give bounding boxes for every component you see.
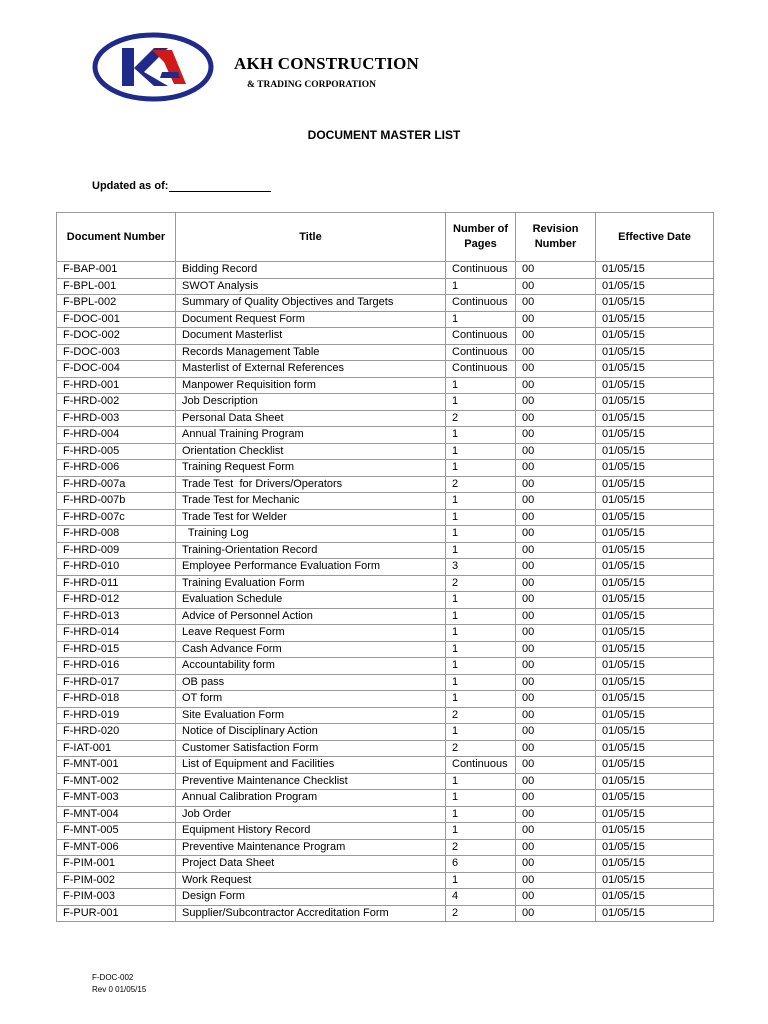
table-cell: 00 <box>516 889 596 906</box>
footer-code: F-DOC-002 <box>92 973 134 982</box>
table-cell: 01/05/15 <box>596 295 714 312</box>
column-header: Title <box>176 213 446 262</box>
table-cell: Annual Training Program <box>176 427 446 444</box>
table-cell: 01/05/15 <box>596 278 714 295</box>
table-row <box>57 608 714 625</box>
table-cell: 01/05/15 <box>596 823 714 840</box>
table-cell: Trade Test for Welder <box>176 509 446 526</box>
table-cell: F-MNT-006 <box>57 839 176 856</box>
table-cell: F-HRD-011 <box>57 575 176 592</box>
table-cell: 00 <box>516 575 596 592</box>
table-row <box>57 823 714 840</box>
table-cell: F-DOC-001 <box>57 311 176 328</box>
table-cell: F-HRD-009 <box>57 542 176 559</box>
footer-revision: Rev 0 01/05/15 <box>92 985 147 994</box>
table-cell: 1 <box>446 625 516 642</box>
table-row <box>57 278 714 295</box>
table-cell: Bidding Record <box>176 262 446 279</box>
table-cell: Manpower Requisition form <box>176 377 446 394</box>
table-cell: 01/05/15 <box>596 773 714 790</box>
table-cell: 00 <box>516 509 596 526</box>
table-row <box>57 460 714 477</box>
table-row <box>57 625 714 642</box>
table-row <box>57 509 714 526</box>
table-cell: 01/05/15 <box>596 608 714 625</box>
table-cell: Continuous <box>446 262 516 279</box>
table-cell: 1 <box>446 823 516 840</box>
table-cell: F-HRD-004 <box>57 427 176 444</box>
table-cell: F-HRD-007c <box>57 509 176 526</box>
table-cell: 1 <box>446 542 516 559</box>
table-cell: F-HRD-005 <box>57 443 176 460</box>
table-cell: 01/05/15 <box>596 493 714 510</box>
table-cell: 00 <box>516 427 596 444</box>
table-cell: 00 <box>516 707 596 724</box>
table-cell: 00 <box>516 278 596 295</box>
table-cell: F-HRD-008 <box>57 526 176 543</box>
table-cell: F-HRD-019 <box>57 707 176 724</box>
table-cell: Advice of Personnel Action <box>176 608 446 625</box>
table-cell: Masterlist of External References <box>176 361 446 378</box>
column-header: Number of Pages <box>446 213 516 262</box>
table-cell: 01/05/15 <box>596 872 714 889</box>
table-cell: 01/05/15 <box>596 394 714 411</box>
table-cell: 01/05/15 <box>596 740 714 757</box>
table-row <box>57 790 714 807</box>
table-cell: 01/05/15 <box>596 328 714 345</box>
table-row <box>57 344 714 361</box>
table-cell: 01/05/15 <box>596 790 714 807</box>
table-cell: 00 <box>516 493 596 510</box>
table-row <box>57 707 714 724</box>
table-cell: Job Order <box>176 806 446 823</box>
table-cell: F-HRD-013 <box>57 608 176 625</box>
table-row <box>57 641 714 658</box>
table-cell: 1 <box>446 278 516 295</box>
table-cell: 01/05/15 <box>596 509 714 526</box>
table-cell: 00 <box>516 658 596 675</box>
table-cell: Supplier/Subcontractor Accreditation Form <box>176 905 446 922</box>
table-cell: 01/05/15 <box>596 806 714 823</box>
table-row <box>57 377 714 394</box>
table-cell: 01/05/15 <box>596 592 714 609</box>
table-cell: SWOT Analysis <box>176 278 446 295</box>
table-cell: F-HRD-020 <box>57 724 176 741</box>
table-cell: F-HRD-003 <box>57 410 176 427</box>
table-row <box>57 592 714 609</box>
updated-blank-line <box>169 180 271 192</box>
table-cell: 00 <box>516 608 596 625</box>
company-subtitle: & TRADING CORPORATION <box>247 80 376 90</box>
table-cell: Training Evaluation Form <box>176 575 446 592</box>
table-cell: Training-Orientation Record <box>176 542 446 559</box>
table-cell: F-PIM-002 <box>57 872 176 889</box>
table-cell: F-HRD-001 <box>57 377 176 394</box>
table-cell: 01/05/15 <box>596 344 714 361</box>
table-cell: F-PIM-003 <box>57 889 176 906</box>
table-cell: 01/05/15 <box>596 889 714 906</box>
table-cell: F-HRD-018 <box>57 691 176 708</box>
table-cell: 00 <box>516 394 596 411</box>
table-cell: 00 <box>516 262 596 279</box>
table-cell: 1 <box>446 674 516 691</box>
table-cell: 1 <box>446 460 516 477</box>
table-row <box>57 724 714 741</box>
column-header: Effective Date <box>596 213 714 262</box>
table-cell: Notice of Disciplinary Action <box>176 724 446 741</box>
table-row <box>57 839 714 856</box>
table-cell: 01/05/15 <box>596 377 714 394</box>
table-cell: 1 <box>446 443 516 460</box>
table-cell: 01/05/15 <box>596 476 714 493</box>
table-header-row <box>57 213 714 262</box>
table-cell: 6 <box>446 856 516 873</box>
table-cell: 01/05/15 <box>596 625 714 642</box>
table-cell: F-HRD-002 <box>57 394 176 411</box>
table-cell: Employee Performance Evaluation Form <box>176 559 446 576</box>
table-cell: 1 <box>446 427 516 444</box>
table-cell: 1 <box>446 658 516 675</box>
table-cell: F-HRD-006 <box>57 460 176 477</box>
table-row <box>57 526 714 543</box>
table-cell: 1 <box>446 790 516 807</box>
table-cell: 01/05/15 <box>596 460 714 477</box>
table-cell: F-BPL-001 <box>57 278 176 295</box>
table-cell: 1 <box>446 608 516 625</box>
table-cell: F-HRD-017 <box>57 674 176 691</box>
table-cell: 01/05/15 <box>596 724 714 741</box>
table-cell: F-MNT-005 <box>57 823 176 840</box>
table-cell: 1 <box>446 592 516 609</box>
table-cell: F-MNT-002 <box>57 773 176 790</box>
table-cell: 3 <box>446 559 516 576</box>
table-cell: 01/05/15 <box>596 641 714 658</box>
table-cell: 01/05/15 <box>596 674 714 691</box>
table-row <box>57 740 714 757</box>
table-cell: 00 <box>516 790 596 807</box>
table-cell: 00 <box>516 344 596 361</box>
table-cell: 00 <box>516 361 596 378</box>
table-cell: 2 <box>446 575 516 592</box>
table-cell: Annual Calibration Program <box>176 790 446 807</box>
table-cell: 00 <box>516 757 596 774</box>
company-name: AKH CONSTRUCTION <box>234 54 420 73</box>
table-cell: 01/05/15 <box>596 443 714 460</box>
table-cell: 1 <box>446 806 516 823</box>
table-row <box>57 757 714 774</box>
table-cell: Summary of Quality Objectives and Targets <box>176 295 446 312</box>
table-cell: Preventive Maintenance Program <box>176 839 446 856</box>
table-cell: 00 <box>516 526 596 543</box>
table-cell: F-HRD-007b <box>57 493 176 510</box>
table-cell: F-PUR-001 <box>57 905 176 922</box>
table-cell: 01/05/15 <box>596 856 714 873</box>
table-cell: 00 <box>516 559 596 576</box>
table-cell: 00 <box>516 328 596 345</box>
table-cell: F-HRD-007a <box>57 476 176 493</box>
table-row <box>57 262 714 279</box>
table-row <box>57 905 714 922</box>
table-cell: 00 <box>516 542 596 559</box>
table-row <box>57 674 714 691</box>
table-cell: 01/05/15 <box>596 361 714 378</box>
table-cell: Job Description <box>176 394 446 411</box>
table-cell: 01/05/15 <box>596 311 714 328</box>
table-cell: 00 <box>516 773 596 790</box>
table-cell: F-DOC-003 <box>57 344 176 361</box>
table-row <box>57 493 714 510</box>
table-cell: F-DOC-002 <box>57 328 176 345</box>
table-cell: 00 <box>516 856 596 873</box>
table-cell: 00 <box>516 476 596 493</box>
table-row <box>57 542 714 559</box>
table-row <box>57 427 714 444</box>
table-cell: List of Equipment and Facilities <box>176 757 446 774</box>
table-row <box>57 476 714 493</box>
table-cell: 1 <box>446 641 516 658</box>
table-cell: Document Masterlist <box>176 328 446 345</box>
column-header: Revision Number <box>516 213 596 262</box>
table-row <box>57 394 714 411</box>
table-cell: F-HRD-016 <box>57 658 176 675</box>
table-cell: Training Request Form <box>176 460 446 477</box>
table-cell: 00 <box>516 443 596 460</box>
table-cell: 1 <box>446 773 516 790</box>
table-cell: F-HRD-010 <box>57 559 176 576</box>
table-cell: Continuous <box>446 361 516 378</box>
table-cell: Cash Advance Form <box>176 641 446 658</box>
table-cell: 00 <box>516 592 596 609</box>
table-cell: Evaluation Schedule <box>176 592 446 609</box>
updated-label: Updated as of: <box>92 180 169 192</box>
table-row <box>57 856 714 873</box>
table-cell: 4 <box>446 889 516 906</box>
footer <box>92 972 146 996</box>
table-cell: 00 <box>516 905 596 922</box>
table-cell: 01/05/15 <box>596 575 714 592</box>
table-cell: Personal Data Sheet <box>176 410 446 427</box>
table-cell: F-BAP-001 <box>57 262 176 279</box>
table-cell: 00 <box>516 724 596 741</box>
table-row <box>57 328 714 345</box>
column-header: Document Number <box>57 213 176 262</box>
table-cell: F-BPL-002 <box>57 295 176 312</box>
table-cell: 1 <box>446 311 516 328</box>
table-cell: 00 <box>516 872 596 889</box>
table-cell: 01/05/15 <box>596 757 714 774</box>
table-row <box>57 295 714 312</box>
table-cell: Continuous <box>446 757 516 774</box>
table-cell: F-MNT-003 <box>57 790 176 807</box>
table-cell: OB pass <box>176 674 446 691</box>
table-cell: F-MNT-004 <box>57 806 176 823</box>
table-cell: 00 <box>516 311 596 328</box>
table-cell: 2 <box>446 476 516 493</box>
table-cell: F-DOC-004 <box>57 361 176 378</box>
table-cell: 00 <box>516 823 596 840</box>
table-cell: F-HRD-014 <box>57 625 176 642</box>
table-cell: 1 <box>446 509 516 526</box>
table-cell: OT form <box>176 691 446 708</box>
table-cell: Preventive Maintenance Checklist <box>176 773 446 790</box>
table-cell: Orientation Checklist <box>176 443 446 460</box>
table-row <box>57 658 714 675</box>
table-cell: Design Form <box>176 889 446 906</box>
table-cell: 2 <box>446 707 516 724</box>
table-body <box>57 262 714 922</box>
table-cell: 00 <box>516 839 596 856</box>
table-cell: Trade Test for Mechanic <box>176 493 446 510</box>
table-cell: 01/05/15 <box>596 262 714 279</box>
table-cell: 00 <box>516 740 596 757</box>
table-cell: F-IAT-001 <box>57 740 176 757</box>
table-cell: 00 <box>516 377 596 394</box>
table-cell: Continuous <box>446 344 516 361</box>
table-cell: 00 <box>516 691 596 708</box>
table-cell: F-PIM-001 <box>57 856 176 873</box>
table-cell: 01/05/15 <box>596 707 714 724</box>
table-row <box>57 872 714 889</box>
table-cell: 00 <box>516 460 596 477</box>
table-row <box>57 311 714 328</box>
table-cell: Continuous <box>446 295 516 312</box>
table-cell: Customer Satisfaction Form <box>176 740 446 757</box>
table-cell: 1 <box>446 872 516 889</box>
table-cell: 00 <box>516 806 596 823</box>
table-row <box>57 773 714 790</box>
table-row <box>57 806 714 823</box>
document-title: DOCUMENT MASTER LIST <box>307 128 461 142</box>
updated-as-of <box>92 180 271 192</box>
table-cell: 00 <box>516 625 596 642</box>
table-cell: 01/05/15 <box>596 526 714 543</box>
table-cell: 2 <box>446 905 516 922</box>
table-row <box>57 575 714 592</box>
table-cell: 01/05/15 <box>596 658 714 675</box>
table-cell: Project Data Sheet <box>176 856 446 873</box>
table-cell: 1 <box>446 691 516 708</box>
table-cell: F-MNT-001 <box>57 757 176 774</box>
table-row <box>57 889 714 906</box>
company-logo <box>92 32 214 102</box>
table-row <box>57 559 714 576</box>
table-cell: 00 <box>516 410 596 427</box>
table-cell: 01/05/15 <box>596 410 714 427</box>
table-cell: Trade Test for Drivers/Operators <box>176 476 446 493</box>
table-cell: 01/05/15 <box>596 905 714 922</box>
table-cell: Records Management Table <box>176 344 446 361</box>
table-cell: F-HRD-015 <box>57 641 176 658</box>
table-cell: Leave Request Form <box>176 625 446 642</box>
table-cell: 1 <box>446 526 516 543</box>
table-cell: F-HRD-012 <box>57 592 176 609</box>
table-cell: 1 <box>446 493 516 510</box>
table-cell: 1 <box>446 724 516 741</box>
table-cell: 00 <box>516 641 596 658</box>
table-cell: 1 <box>446 377 516 394</box>
table-cell: 2 <box>446 839 516 856</box>
document-master-table <box>56 212 714 922</box>
table-cell: Continuous <box>446 328 516 345</box>
table-cell: 00 <box>516 674 596 691</box>
table-cell: 1 <box>446 394 516 411</box>
table-cell: 01/05/15 <box>596 559 714 576</box>
table-cell: 01/05/15 <box>596 839 714 856</box>
table-cell: Accountability form <box>176 658 446 675</box>
table-cell: Training Log <box>176 526 446 543</box>
table-cell: 00 <box>516 295 596 312</box>
table-cell: 2 <box>446 740 516 757</box>
table-row <box>57 443 714 460</box>
table-row <box>57 410 714 427</box>
table-cell: 01/05/15 <box>596 542 714 559</box>
table-row <box>57 361 714 378</box>
table-cell: 01/05/15 <box>596 427 714 444</box>
table-cell: 01/05/15 <box>596 691 714 708</box>
table-cell: Document Request Form <box>176 311 446 328</box>
table-cell: Site Evaluation Form <box>176 707 446 724</box>
table-cell: 2 <box>446 410 516 427</box>
table-cell: Equipment History Record <box>176 823 446 840</box>
table-cell: Work Request <box>176 872 446 889</box>
table-row <box>57 691 714 708</box>
